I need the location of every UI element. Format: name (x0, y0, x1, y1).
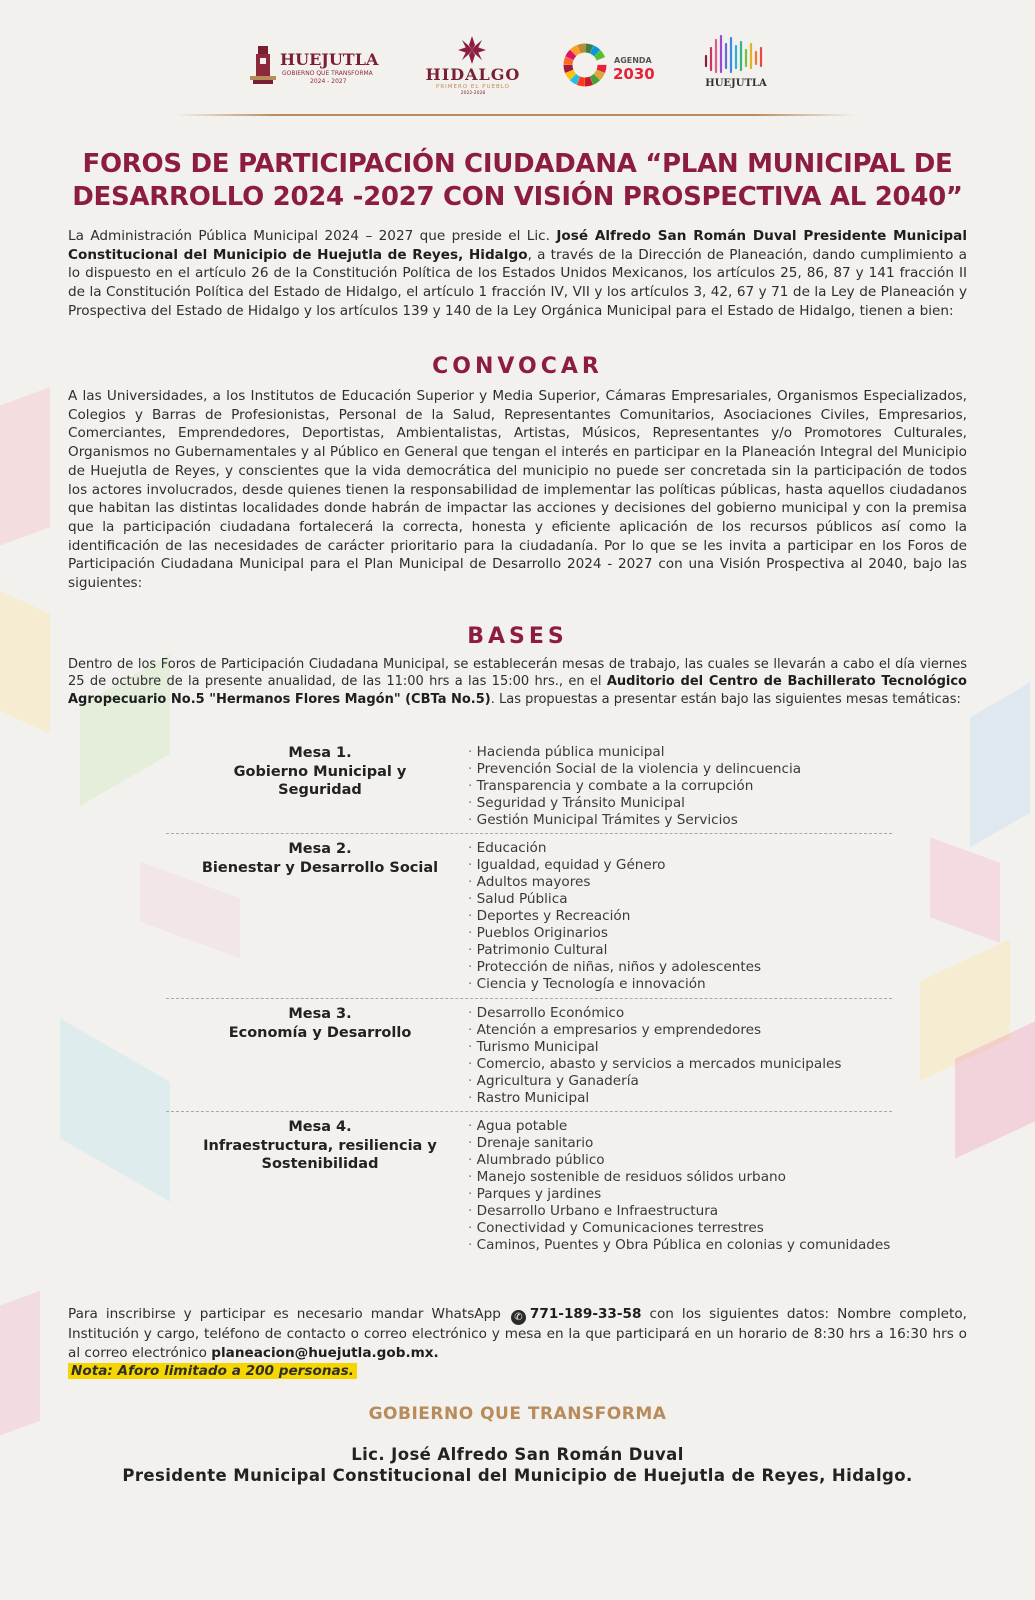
mesa-title (170, 1005, 470, 1042)
registration-paragraph (68, 1305, 967, 1381)
header-logos (240, 32, 800, 102)
list-item: · Conectividad y Comunicaciones terrestres (468, 1220, 890, 1237)
bases-heading: BASES (467, 624, 568, 649)
capacity-note: Nota: Aforo limitado a 200 personas. (68, 1363, 357, 1379)
mesa-number: Mesa 2. (288, 841, 352, 857)
mesa-divider (166, 1111, 892, 1112)
list-item: · Seguridad y Tránsito Municipal (468, 795, 801, 812)
bases-text: . Las propuestas a presentar están bajo las siguientes mesas temáticas: (490, 691, 961, 707)
registration-text: con los siguientes datos: Nombre completo, Institución y cargo, teléfono de contacto o correo electrónico y mesa en la que participará en un horario de 8:30 hrs a 16:30 hrs o al correo electrónico (68, 1306, 967, 1361)
bases-bold: Auditorio del Centro de Bachillerato Tecnológico Agropecuario No.5 "Hermanos Flores Magón" (CBTa No.5) (68, 674, 967, 707)
list-item: · Educación (468, 840, 761, 857)
logo-agenda-label: AGENDA (614, 56, 652, 65)
intro-bold: José Alfredo San Román Duval Presidente Municipal Constitucional del Municipio de Huejutla de Reyes, Hidalgo (68, 228, 967, 263)
signatory-position: Presidente Municipal Constitucional del Municipio de Huejutla de Reyes, Hidalgo. (122, 1466, 913, 1485)
list-item: · Parques y jardines (468, 1186, 890, 1203)
list-item: · Drenaje sanitario (468, 1135, 890, 1152)
list-item: · Pueblos Originarios (468, 925, 761, 942)
mesa-topics (468, 1005, 841, 1107)
mesa-name: Sostenibilidad (261, 1156, 379, 1172)
mesa-title (170, 1118, 470, 1174)
list-item: · Gestión Municipal Trámites y Servicios (468, 812, 801, 829)
list-item: · Desarrollo Económico (468, 1005, 841, 1022)
hidalgo-logo (425, 32, 525, 102)
list-item: · Hacienda pública municipal (468, 744, 801, 761)
whatsapp-number[interactable]: 771-189-33-58 (529, 1306, 642, 1322)
list-item: · Rastro Municipal (468, 1090, 841, 1107)
huejutla-logo (248, 32, 388, 102)
sdg-wheel-icon (562, 42, 608, 88)
logo-name: HUEJUTLA (280, 50, 379, 69)
list-item: · Patrimonio Cultural (468, 942, 761, 959)
title-line: FOROS DE PARTICIPACIÓN CIUDADANA “PLAN MUNICIPAL DE (82, 149, 953, 179)
intro-paragraph (68, 227, 967, 321)
mesa-number: Mesa 1. (288, 745, 352, 761)
intro-text: , a través de la Dirección de Planeación, dando cumplimiento a lo dispuesto en el artículo 26 de la Constitución Política de los Estados Unidos Mexicanos, los artículos 25, 86, 87 y 141 fracción II de la Constitución Política del Estado de Hidalgo, el artículo 1 fracción IV, VII y los artículos 3, 42, 67 y 71 de la Ley de Planeación y Prospectiva del Estado de Hidalgo y los artículos 139 y 140 de la Ley Orgánica Municipal para el Estado de Hidalgo, tienen a bien: (68, 246, 967, 319)
list-item: · Adultos mayores (468, 874, 761, 891)
bases-paragraph (68, 656, 967, 708)
signatory-name: Lic. José Alfredo San Román Duval (351, 1445, 684, 1464)
bases-text: Dentro de los Foros de Participación Ciudadana Municipal, se establecerán mesas de trabajo, las cuales se llevarán a cabo el día viernes 25 de octubre de la presente anualidad, de las 11:00 hrs a las 15:00 hrs., en el (68, 657, 967, 690)
mesa-topics (468, 840, 761, 993)
logo-years: 2022-2028 (460, 91, 486, 96)
mesa-name: Infraestructura, resiliencia y (203, 1137, 437, 1154)
tower-icon (248, 44, 278, 88)
mesa-number: Mesa 4. (288, 1119, 352, 1135)
list-item: · Atención a empresarios y emprendedores (468, 1022, 841, 1039)
list-item: · Salud Pública (468, 891, 761, 908)
logo-name: HIDALGO (425, 65, 521, 84)
mesa-name: Bienestar y Desarrollo Social (201, 859, 439, 876)
mesa-topics (468, 744, 801, 829)
mesa-name: Gobierno Municipal y (233, 763, 407, 780)
list-item: · Comercio, abasto y servicios a mercados municipales (468, 1056, 841, 1073)
list-item: · Manejo sostenible de residuos sólidos urbano (468, 1169, 890, 1186)
agenda-2030-logo (562, 32, 672, 102)
logo-name: HUEJUTLA (705, 78, 767, 89)
page-title (40, 148, 995, 214)
huejutla-sound-logo (700, 32, 780, 102)
convocar-paragraph: A las Universidades, a los Institutos de Educación Superior y Media Superior, Cámaras Empresariales, Organismos Especializados, Colegios y Barras de Profesionistas, Personal de la Salud, Representantes Comunitarios, Asociaciones Civiles, Empresarios, Comerciantes, Emprendedores, Deportistas, Ambientalistas, Artistas, Músicos, Representantes y/o Promotores Culturales, Organismos no Gubernamentales y al Público en General que tengan el interés en participar en la Planeación Integral del Municipio de Huejutla de Reyes, y conscientes que la vida democrática del municipio no puede ser concretada sin la participación de todos los actores involucrados, desde quienes tienen la responsabilidad de implementar las políticas públicas, hasta aquellos ciudadanos que habitan las distintas localidades donde habrán de impactar las acciones y decisiones del gobierno municipal y con la premisa que la participación ciudadana fortalecerá la correcta, honesta y eficiente aplicación de los recursos públicos así como la identificación de las necesidades de carácter prioritario para la ciudadanía. Por lo que se les invita a participar en los Foros de Participación Ciudadana Municipal para el Plan Municipal de Desarrollo 2024 - 2027 con una Visión Prospectiva al 2040, bajo las siguientes: (68, 388, 967, 592)
mesa-number: Mesa 3. (288, 1006, 352, 1022)
logo-years: 2024 - 2027 (310, 78, 347, 85)
mesa-divider (166, 998, 892, 999)
list-item: · Turismo Municipal (468, 1039, 841, 1056)
list-item: · Alumbrado público (468, 1152, 890, 1169)
list-item: · Agua potable (468, 1118, 890, 1135)
mesa-divider (166, 833, 892, 834)
mesa-topics (468, 1118, 890, 1254)
email-link[interactable]: planeacion@huejutla.gob.mx. (211, 1344, 439, 1361)
list-item: · Igualdad, equidad y Género (468, 857, 761, 874)
logo-tagline: PRIMERO EL PUEBLO (436, 84, 510, 90)
whatsapp-icon: ✆ (511, 1310, 526, 1325)
intro-text: La Administración Pública Municipal 2024 – 2027 que preside el Lic. (68, 228, 557, 244)
title-line: DESARROLLO 2024 -2027 CON VISIÓN PROSPECTIVA AL 2040” (72, 182, 963, 212)
list-item: · Protección de niñas, niños y adolescentes (468, 959, 761, 976)
mesa-name: Seguridad (278, 782, 362, 798)
mesa-title (170, 744, 470, 800)
logo-2030-label: 2030 (613, 65, 655, 83)
list-item: · Ciencia y Tecnología e innovación (468, 976, 761, 993)
mesa-name: Economía y Desarrollo (228, 1024, 412, 1041)
flower-icon (457, 36, 487, 64)
header-divider (175, 114, 855, 116)
logo-tagline: GOBIERNO QUE TRANSFORMA (282, 70, 373, 77)
list-item: · Transparencia y combate a la corrupción (468, 778, 801, 795)
registration-text: Para inscribirse y participar es necesario mandar WhatsApp (68, 1306, 501, 1322)
list-item: · Deportes y Recreación (468, 908, 761, 925)
convocar-heading: CONVOCAR (432, 354, 603, 379)
slogan: GOBIERNO QUE TRANSFORMA (368, 1404, 667, 1424)
list-item: · Desarrollo Urbano e Infraestructura (468, 1203, 890, 1220)
list-item: · Agricultura y Ganadería (468, 1073, 841, 1090)
soundwave-icon (702, 32, 768, 76)
list-item: · Caminos, Puentes y Obra Pública en colonias y comunidades (468, 1237, 890, 1254)
mesa-title (170, 840, 470, 877)
list-item: · Prevención Social de la violencia y delincuencia (468, 761, 801, 778)
